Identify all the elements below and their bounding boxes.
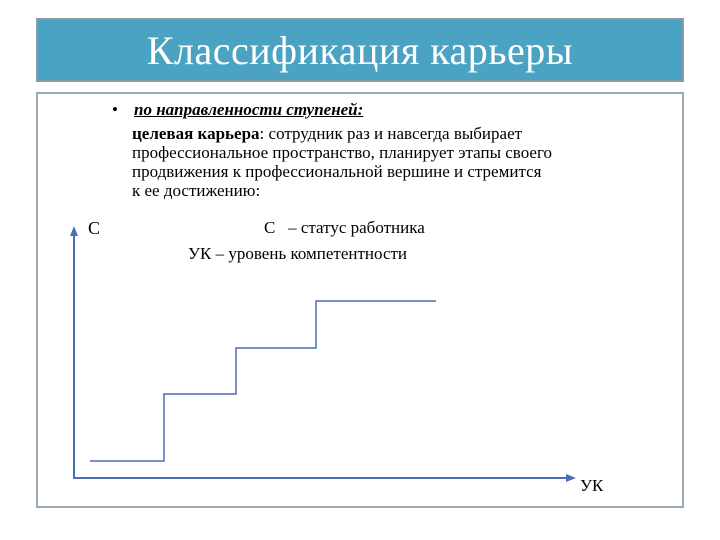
x-axis-arrow-icon (566, 474, 576, 482)
description-text: : сотрудник раз и навсегда выбирает (259, 124, 523, 143)
description-line: продвижения к профессиональной вершине и стремится (132, 162, 542, 181)
description-line: профессиональное пространство, планирует этапы своего (132, 143, 553, 162)
legend-competence: УК – уровень компетентности (188, 244, 408, 263)
x-axis-label: УК (580, 476, 604, 495)
bullet-heading: по направленности ступеней: (134, 100, 364, 119)
y-axis-label: С (88, 218, 101, 238)
legend-status: С – статус работника (264, 218, 425, 237)
slide-title: Классификация карьеры (146, 27, 574, 73)
career-steps (90, 301, 436, 461)
bullet-dot-icon: • (112, 100, 118, 119)
y-axis-arrow-icon (70, 226, 78, 236)
description-line: к ее достижению: (132, 181, 261, 200)
career-term: целевая карьера (132, 124, 260, 143)
